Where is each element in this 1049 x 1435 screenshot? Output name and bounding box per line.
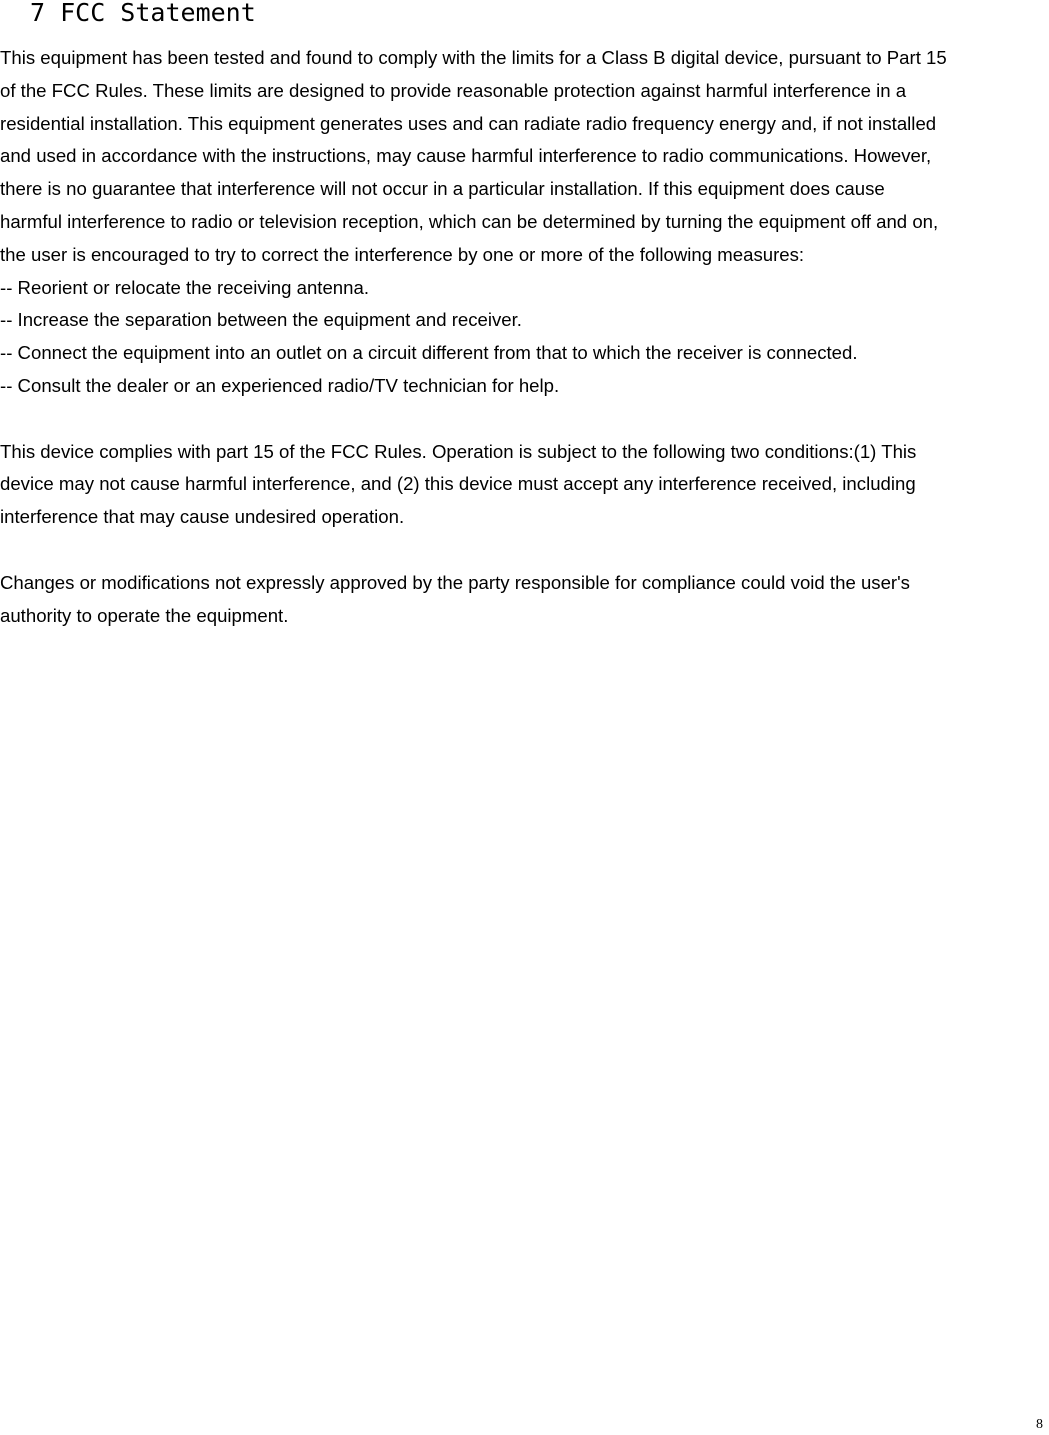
text-line: This device complies with part 15 of the FCC Rules. Operation is subject to the following two conditions:(1) This — [0, 440, 917, 462]
measure-item: -- Consult the dealer or an experienced radio/TV technician for help. — [0, 374, 560, 396]
text-line: This equipment has been tested and found to comply with the limits for a Class B digital device, pursuant to Part 15 — [0, 47, 947, 68]
text-line: authority to operate the equipment. — [0, 604, 289, 626]
measure-item: -- Reorient or relocate the receiving antenna. — [0, 276, 369, 298]
modifications-paragraph — [0, 567, 1049, 633]
text-line: harmful interference to radio or television reception, which can be determined by turning the equipment off and on, — [0, 210, 939, 232]
page-number: 8 — [1036, 1417, 1043, 1432]
compliance-paragraph — [0, 42, 1049, 272]
text-line: interference that may cause undesired operation. — [0, 506, 405, 528]
paragraph-spacer — [0, 403, 1049, 436]
measure-item: -- Connect the equipment into an outlet on a circuit different from that to which the receiver is connected. — [0, 342, 858, 364]
text-line: Changes or modifications not expressly approved by the party responsible for compliance could void the user's — [0, 571, 910, 593]
document-body — [0, 42, 1049, 632]
text-line: the user is encouraged to try to correct the interference by one or more of the following measures: — [0, 243, 805, 265]
measures-list — [0, 272, 1049, 403]
section-title: 7 FCC Statement — [30, 0, 256, 27]
text-line: and used in accordance with the instructions, may cause harmful interference to radio communications. However, — [0, 145, 932, 167]
part15-conditions-paragraph — [0, 436, 1049, 534]
measure-item: -- Increase the separation between the equipment and receiver. — [0, 309, 522, 331]
text-line: residential installation. This equipment generates uses and can radiate radio frequency energy and, if not installed — [0, 112, 937, 134]
text-line: there is no guarantee that interference will not occur in a particular installation. If this equipment does cause — [0, 178, 885, 200]
paragraph-spacer — [0, 534, 1049, 567]
text-line: device may not cause harmful interference, and (2) this device must accept any interference received, including — [0, 473, 916, 495]
text-line: of the FCC Rules. These limits are designed to provide reasonable protection against harmful interference in a — [0, 79, 907, 101]
